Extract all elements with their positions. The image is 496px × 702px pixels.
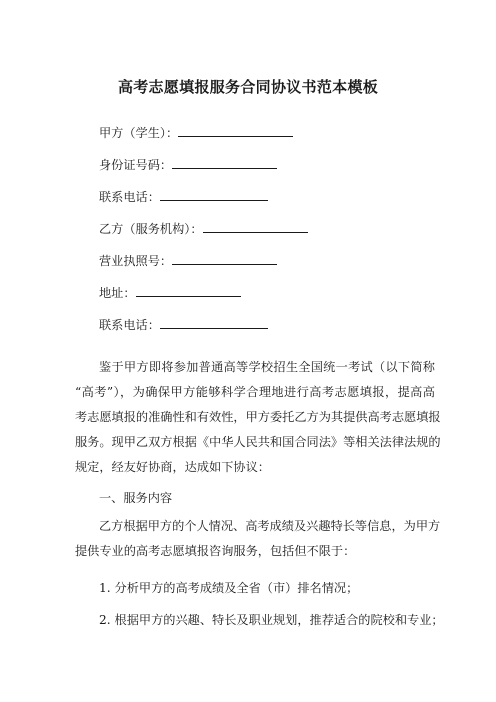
blank-line bbox=[160, 188, 268, 201]
field-party-b bbox=[99, 220, 308, 237]
field-label: 联系电话： bbox=[99, 190, 160, 204]
paragraph-line: 服务。现甲乙双方根据《中华人民共和国合同法》等相关法律法规的 bbox=[75, 435, 441, 449]
field-license bbox=[99, 252, 277, 269]
field-label: 联系电话： bbox=[99, 318, 160, 332]
section-paragraph bbox=[75, 514, 441, 564]
blank-line bbox=[203, 220, 308, 233]
field-party-a bbox=[99, 124, 293, 141]
paragraph-line: “高考”），为确保甲方能够科学合理地进行高考志愿填报，提高高 bbox=[75, 385, 435, 399]
document-title: 高考志愿填报服务合同协议书范本模板 bbox=[117, 78, 379, 96]
list-item: 1. 分析甲方的高考成绩及全省（市）排名情况； bbox=[99, 581, 359, 595]
field-phone-b bbox=[99, 316, 268, 333]
field-address bbox=[99, 284, 241, 301]
list-item: 2. 根据甲方的兴趣、特长及职业规划，推荐适合的院校和专业； bbox=[99, 613, 444, 627]
field-label: 地址： bbox=[99, 286, 136, 300]
blank-line bbox=[172, 252, 277, 265]
paragraph-line: 提供专业的高考志愿填报咨询服务，包括但不限于： bbox=[75, 544, 356, 558]
blank-line bbox=[160, 316, 268, 329]
field-label: 身份证号码： bbox=[99, 158, 173, 172]
blank-line bbox=[136, 284, 241, 297]
paragraph-line: 考志愿填报的准确性和有效性，甲方委托乙方为其提供高考志愿填报 bbox=[75, 410, 441, 424]
field-label: 乙方（服务机构）： bbox=[99, 222, 203, 236]
blank-line bbox=[178, 124, 293, 137]
paragraph-line: 鉴于甲方即将参加普通高等学校招生全国统一考试（以下简称 bbox=[99, 360, 435, 374]
field-id-number bbox=[99, 156, 277, 173]
field-label: 甲方（学生）： bbox=[99, 126, 179, 140]
section-heading: 一、服务内容 bbox=[99, 491, 173, 505]
preamble-paragraph bbox=[75, 355, 441, 480]
paragraph-line: 乙方根据甲方的个人情况、高考成绩及兴趣特长等信息，为甲方 bbox=[99, 519, 441, 533]
field-phone-a bbox=[99, 188, 268, 205]
field-label: 营业执照号： bbox=[99, 254, 173, 268]
blank-line bbox=[172, 156, 277, 169]
paragraph-line: 规定，经友好协商，达成如下协议： bbox=[75, 460, 270, 474]
